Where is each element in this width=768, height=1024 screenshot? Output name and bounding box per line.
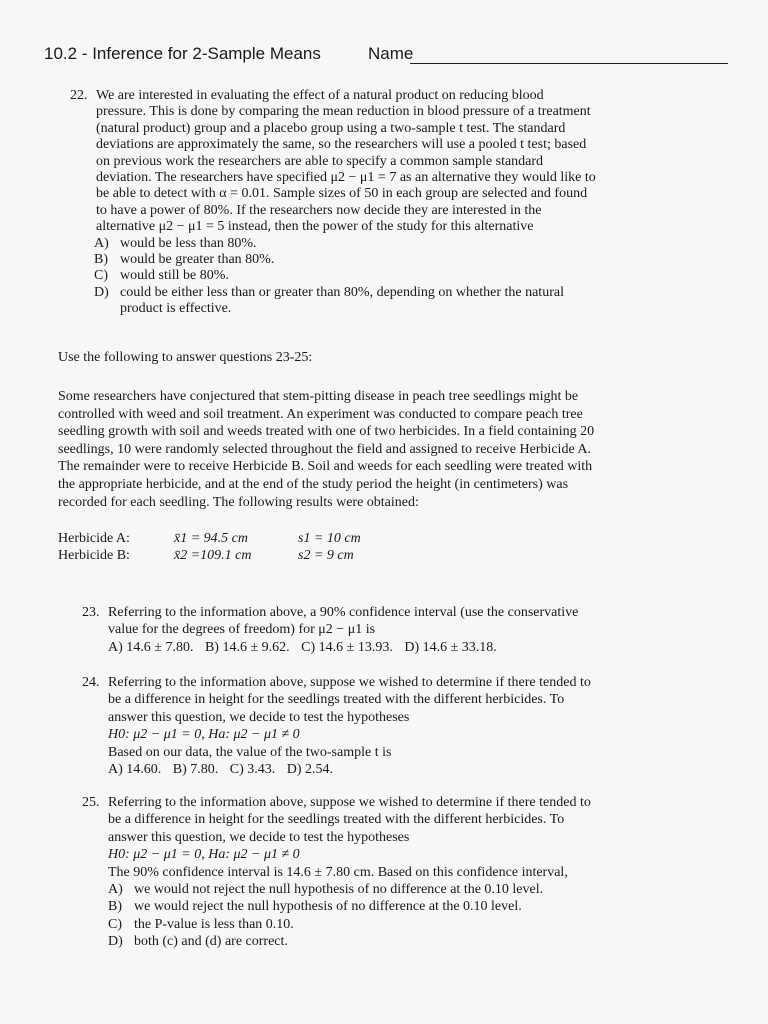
stem-line: be a difference in height for the seedlings treated with the different herbicides. To: [108, 692, 565, 708]
answer-choices: [108, 761, 652, 778]
choice-text: would still be 80%.: [120, 268, 229, 284]
stem-line: alternative μ2 − μ1 = 5 instead, then the power of the study for this alternative: [96, 219, 534, 235]
choice-letter: B): [94, 252, 108, 268]
stem-line: on previous work the researchers are able to specify a common sample standard: [96, 153, 544, 169]
choice-text: product is effective.: [120, 301, 232, 317]
stem-line: Referring to the information above, suppose we wished to determine if there tended to: [108, 795, 591, 810]
instructions: Use the following to answer questions 23-25:: [58, 350, 313, 365]
question-stem: [108, 604, 652, 656]
scenario-line: seedlings, 10 were randomly selected throughout the field and assigned to receive Herbicide A.: [58, 441, 591, 457]
hypotheses: H0: μ2 − μ1 = 0, Ha: μ2 − μ1 ≠ 0: [108, 727, 300, 743]
choice-c[interactable]: C) 14.6 ± 13.93.: [301, 639, 393, 655]
question-22: [70, 88, 630, 318]
question-number: 23.: [82, 605, 100, 620]
choice-d[interactable]: D) 2.54.: [286, 762, 334, 778]
choice-b[interactable]: B) 14.6 ± 9.62.: [204, 639, 290, 655]
stem-line: We are interested in evaluating the effect of a natural product on reducing blood: [96, 88, 544, 103]
question-number: 25.: [82, 795, 100, 810]
stem-line: (natural product) group and a placebo group using a two-sample t test. The standard: [96, 120, 566, 136]
data-row-herbicide-b: [58, 547, 458, 564]
question-stem: [108, 794, 652, 951]
question-number: 22.: [70, 88, 88, 103]
question-25: [82, 794, 652, 951]
scenario-line: recorded for each seedling. The following results were obtained:: [58, 494, 419, 510]
stem-line: Based on our data, the value of the two-sample t is: [108, 744, 392, 760]
stem-line: Referring to the information above, a 90% confidence interval (use the conservative: [108, 605, 579, 620]
scenario-line: The remainder were to receive Herbicide B. Soil and weeds for each seedling were treated with: [58, 459, 593, 475]
answer-choices: [94, 236, 630, 318]
stem-line: value for the degrees of freedom) for μ2 − μ1 is: [108, 622, 376, 638]
data-mean: x̄2 =109.1 cm: [174, 548, 252, 563]
scenario-line: seedling growth with soil and weeds treated with one of two herbicides. In a field containing 20: [58, 424, 595, 440]
choice-text: the P-value is less than 0.10.: [134, 916, 294, 932]
choice-letter: [94, 301, 120, 317]
choice-letter: B): [108, 899, 122, 915]
choice-letter: A): [108, 882, 123, 898]
choice-letter: D): [94, 284, 109, 300]
stem-line: answer this question, we decide to test the hypotheses: [108, 829, 410, 845]
choice-a[interactable]: [94, 236, 630, 252]
choice-text: would be less than 80%.: [120, 235, 257, 251]
choice-text: we would not reject the null hypothesis of no difference at the 0.10 level.: [134, 882, 544, 898]
data-sd: s2 = 9 cm: [298, 548, 354, 563]
choice-letter: C): [94, 268, 108, 284]
choice-d-continued: [94, 301, 630, 317]
choice-d[interactable]: [108, 933, 652, 950]
stem-line: answer this question, we decide to test the hypotheses: [108, 709, 410, 725]
choice-d[interactable]: [94, 285, 630, 301]
choice-b[interactable]: B) 7.80.: [172, 762, 219, 778]
question-stem: [108, 674, 652, 778]
scenario-line: Some researchers have conjectured that stem-pitting disease in peach tree seedlings might be: [58, 389, 579, 404]
choice-text: would be greater than 80%.: [120, 252, 275, 268]
scenario-line: the appropriate herbicide, and at the end of the study period the height (in centimeters) was: [58, 476, 569, 492]
stem-line: deviation. The researchers have specified μ2 − μ1 = 7 as an alternative they would like to: [96, 170, 596, 186]
stem-line: be able to detect with α = 0.01. Sample sizes of 50 in each group are selected and found: [96, 186, 588, 202]
scenario-line: controlled with weed and soil treatment. An experiment was conducted to compare peach tree: [58, 406, 583, 422]
question-24: [82, 674, 652, 778]
choice-b[interactable]: [94, 252, 630, 268]
data-label: Herbicide B:: [58, 548, 130, 563]
choice-c[interactable]: [94, 268, 630, 284]
choice-c[interactable]: C) 3.43.: [229, 762, 276, 778]
choice-d[interactable]: D) 14.6 ± 33.18.: [404, 639, 497, 655]
question-stem: [96, 88, 630, 236]
stem-line: be a difference in height for the seedlings treated with the different herbicides. To: [108, 812, 565, 828]
choice-c[interactable]: [108, 916, 652, 933]
herbicide-data: [58, 530, 458, 564]
choice-text: we would reject the null hypothesis of no difference at the 0.10 level.: [134, 899, 522, 915]
stem-line: to have a power of 80%. If the researchers now decide they are interested in the: [96, 202, 542, 218]
choice-a[interactable]: A) 14.60.: [108, 762, 162, 778]
choice-text: could be either less than or greater than 80%, depending on whether the natural: [120, 284, 564, 300]
data-sd: s1 = 10 cm: [298, 531, 361, 546]
question-number: 24.: [82, 675, 100, 690]
worksheet-title: 10.2 - Inference for 2-Sample Means: [44, 44, 321, 63]
stem-line: The 90% confidence interval is 14.6 ± 7.80 cm. Based on this confidence interval,: [108, 864, 568, 880]
stem-line: deviations are approximately the same, so the researchers will use a pooled t test; based: [96, 137, 587, 153]
question-23: [82, 604, 652, 656]
data-label: Herbicide A:: [58, 531, 130, 546]
scenario-paragraph: [58, 388, 650, 511]
choice-letter: A): [94, 235, 109, 251]
stem-line: Referring to the information above, suppose we wished to determine if there tended to: [108, 675, 591, 690]
answer-choices: [108, 639, 652, 656]
data-mean: x̄1 = 94.5 cm: [174, 531, 248, 546]
stem-line: pressure. This is done by comparing the mean reduction in blood pressure of a treatment: [96, 104, 591, 120]
choice-a[interactable]: A) 14.6 ± 7.80.: [108, 639, 194, 655]
name-label: Name: [368, 44, 414, 63]
name-blank-line[interactable]: [410, 63, 728, 64]
choice-b[interactable]: [108, 898, 652, 915]
choice-letter: C): [108, 916, 122, 932]
choice-a[interactable]: [108, 881, 652, 898]
choice-letter: D): [108, 934, 123, 950]
choice-text: both (c) and (d) are correct.: [134, 934, 288, 950]
data-row-herbicide-a: [58, 530, 458, 547]
header: [44, 44, 734, 70]
hypotheses: H0: μ2 − μ1 = 0, Ha: μ2 − μ1 ≠ 0: [108, 847, 300, 863]
